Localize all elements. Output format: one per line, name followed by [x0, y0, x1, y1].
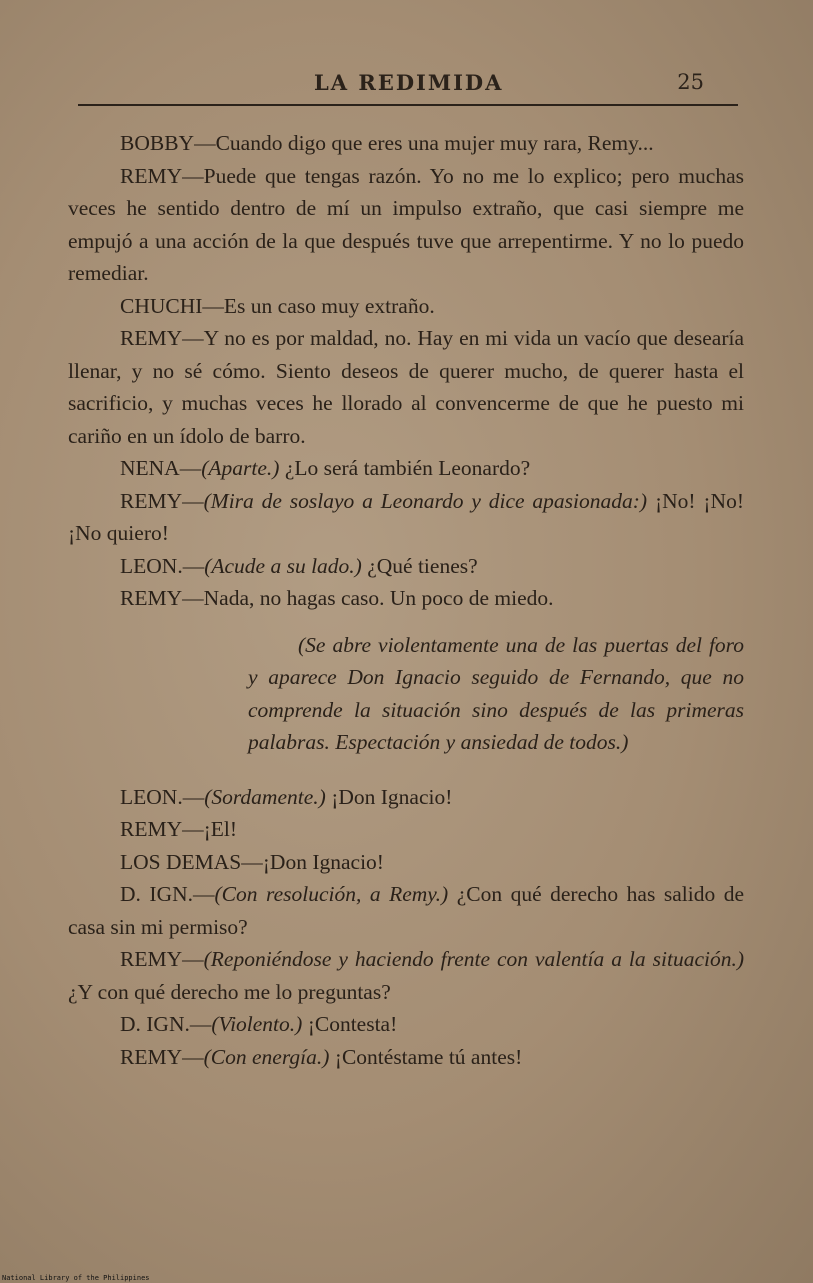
aside: (Sordamente.) — [204, 784, 326, 809]
dialogue-line: REMY—¡El! — [120, 817, 238, 841]
dialogue-line: REMY—Nada, no hagas caso. Un poco de miedo. — [120, 586, 554, 610]
dialogue-line: BOBBY—Cuando digo que eres una mujer muy rara, Remy... — [120, 131, 654, 155]
speaker: NENA— — [120, 456, 202, 480]
dialogue-line: REMY—(Mira de soslayo a Leonardo y dice apasionada:) ¡No! ¡No! ¡No quiero! — [68, 488, 744, 545]
page-number: 25 — [677, 70, 704, 94]
library-credit: National Library of the Philippines — [2, 1274, 150, 1282]
speaker: LEON.— — [120, 784, 205, 809]
dialogue-line: REMY—Puede que tengas razón. Yo no me lo explico; pero muchas veces he sentido dentro de mí un impulso extraño, que casi siempre me empujó a una acción de la que después tuve que arrepentirme. Y no lo puedo remediar. — [68, 163, 744, 285]
speaker: LEON.— — [120, 553, 205, 578]
aside: (Acude a su lado.) — [204, 553, 362, 578]
speaker: D. IGN.— — [120, 882, 215, 906]
spacer — [68, 759, 744, 781]
aside: (Aparte.) — [201, 456, 280, 480]
dialogue-line: LEON.—(Acude a su lado.) ¿Qué tienes? — [120, 553, 478, 578]
page-body — [68, 127, 744, 1073]
running-title: LA REDIMIDA — [314, 70, 504, 95]
speaker: REMY— — [120, 947, 204, 971]
aside: (Con energía.) — [203, 1044, 330, 1069]
dialogue-line: REMY—(Con energía.) ¡Contéstame tú antes! — [120, 1044, 523, 1069]
stage-direction: (Se abre violentamente una de las puertas del foro y aparece Don Ignacio seguido de Fernando, que no comprende la situación sino después de las primeras palabras. Espectación y ansiedad de todos.) — [248, 632, 744, 754]
dialogue-line: NENA—(Aparte.) ¿Lo será también Leonardo? — [120, 456, 531, 480]
speaker: REMY— — [120, 326, 204, 350]
spacer — [68, 615, 744, 629]
dialogue-line: D. IGN.—(Con resolución, a Remy.) ¿Con qué derecho has salido de casa sin mi permiso? — [68, 882, 744, 939]
page-header — [78, 70, 738, 106]
dialogue-line: LOS DEMAS—¡Don Ignacio! — [120, 849, 384, 874]
speaker: REMY— — [120, 586, 204, 610]
dialogue-line: REMY—(Reponiéndose y haciendo frente con valentía a la situación.) ¿Y con qué derecho me lo preguntas? — [68, 947, 744, 1004]
speaker: REMY— — [120, 488, 204, 513]
header-rule — [78, 104, 738, 106]
dialogue-line: REMY—Y no es por maldad, no. Hay en mi vida un vacío que desearía llenar, y no sé cómo. Siento deseos de querer mucho, de querer hasta el sacrificio, y muchas veces he llorado al convencerme de que he puesto mi cariño en un ídolo de barro. — [68, 326, 744, 448]
speaker: CHUCHI— — [120, 293, 224, 318]
dialogue-line: LEON.—(Sordamente.) ¡Don Ignacio! — [120, 784, 453, 809]
aside: (Reponiéndose y haciendo frente con valentía a la situación.) — [203, 947, 744, 971]
dialogue-line: D. IGN.—(Violento.) ¡Contesta! — [120, 1012, 398, 1036]
speaker: BOBBY— — [120, 131, 216, 155]
speaker: REMY— — [120, 163, 204, 188]
aside: (Mira de soslayo a Leonardo y dice apasionada:) — [203, 488, 648, 513]
speaker: REMY— — [120, 1044, 204, 1069]
dialogue-line: CHUCHI—Es un caso muy extraño. — [120, 293, 435, 318]
speaker: REMY— — [120, 817, 204, 841]
speaker: D. IGN.— — [120, 1012, 212, 1036]
aside: (Con resolución, a Remy.) — [214, 882, 449, 906]
aside: (Violento.) — [211, 1012, 303, 1036]
speaker: LOS DEMAS— — [120, 849, 263, 874]
